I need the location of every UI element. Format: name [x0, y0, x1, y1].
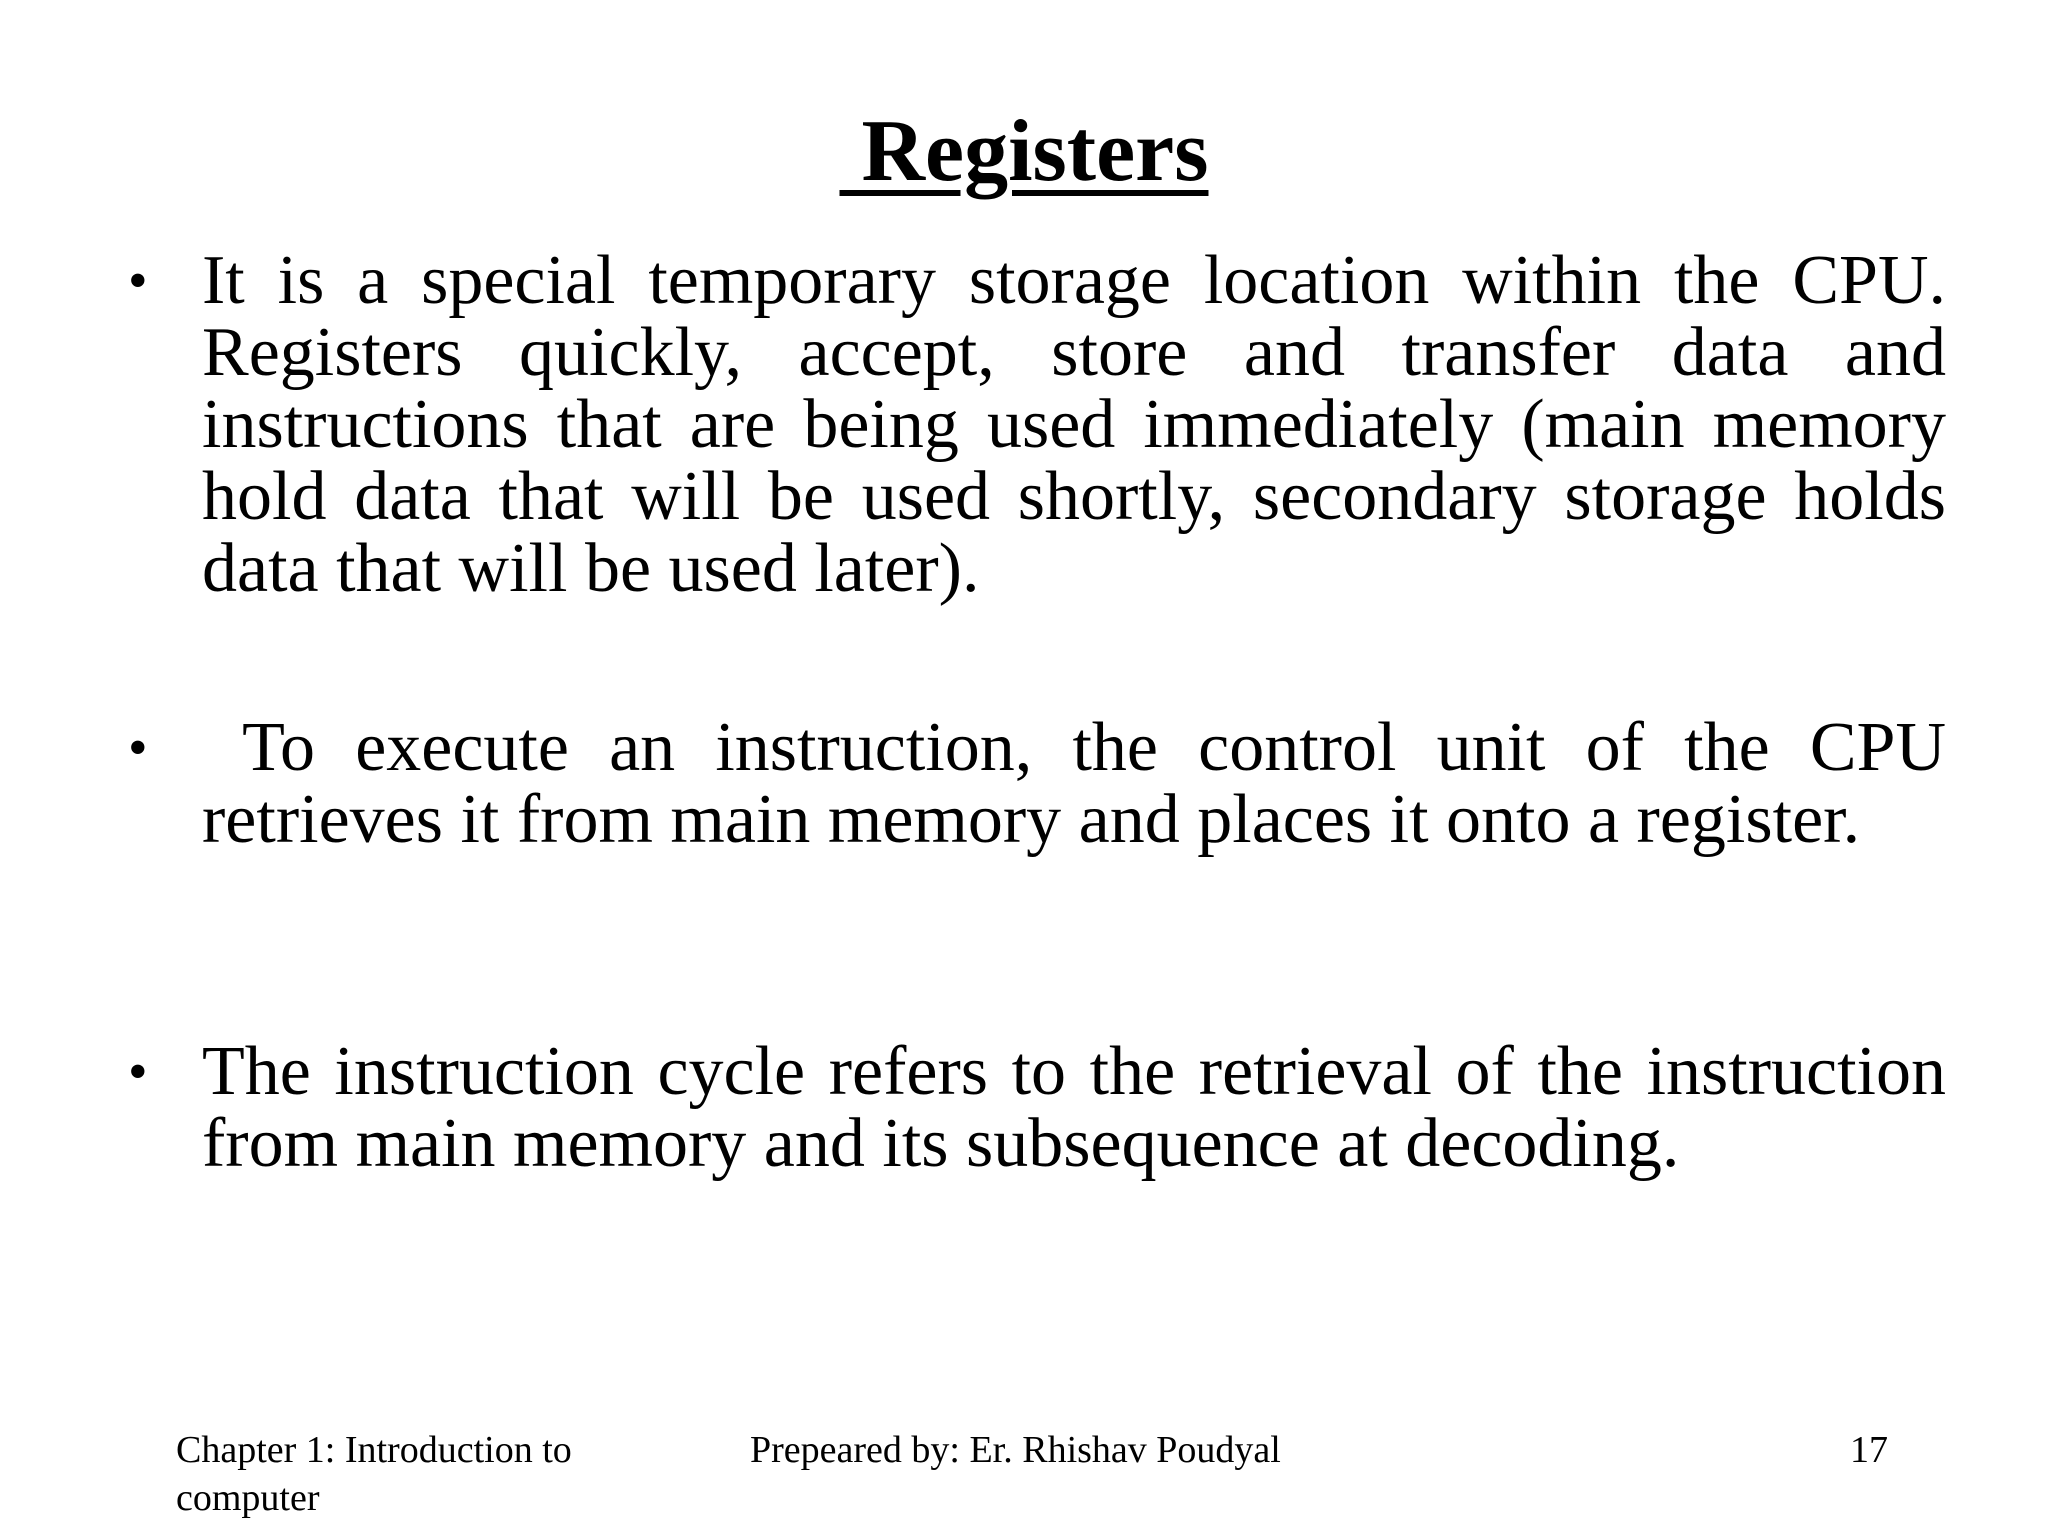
- footer-page-number: 17: [1850, 1429, 1888, 1471]
- slide-title: [0, 103, 2048, 200]
- bullet-text: To execute an instruction, the control unit of the CPU retrieves it from main memory and places it onto a register.: [202, 709, 1964, 858]
- bullet-text: The instruction cycle refers to the retrieval of the instruction from main memory and its subsequence at decoding.: [202, 1033, 1946, 1182]
- bullet-symbol: •: [128, 717, 148, 779]
- bullet-symbol: •: [128, 250, 148, 312]
- bullet-symbol: •: [128, 1041, 148, 1103]
- footer-author: Prepeared by: Er. Rhishav Poudyal: [750, 1429, 1281, 1471]
- bullet-text: It is a special temporary storage location within the CPU. Registers quickly, accept, store and transfer data and instructions that are being used immediately (main memory hold data that will be used shortly, secondary storage holds data that will be used later).: [202, 242, 1946, 607]
- footer-chapter: Chapter 1: Introduction to computer: [176, 1429, 572, 1519]
- slide-title-text: Registers: [839, 103, 1209, 200]
